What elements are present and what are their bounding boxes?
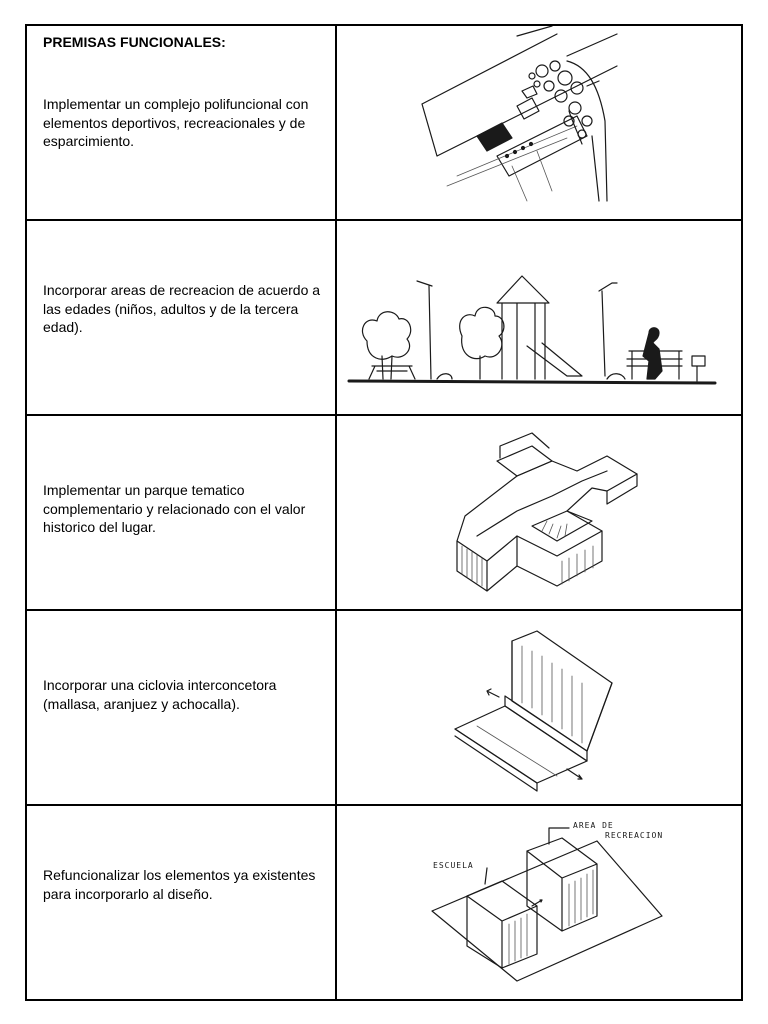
- text-cell: [26, 805, 336, 1000]
- sketch-cell: [336, 610, 742, 805]
- premise-text: Refuncionalizar los elementos ya existentes para incorporarlo al diseño.: [43, 867, 316, 902]
- table-row: [26, 415, 742, 610]
- park-elevation-sketch: [337, 221, 743, 412]
- premisas-table: [25, 24, 743, 1001]
- text-cell: [26, 610, 336, 805]
- table-row: [26, 220, 742, 415]
- site-plan-sketch: [337, 26, 743, 217]
- bike-path-sketch: [337, 611, 743, 802]
- recreacion-label: RECREACION: [605, 831, 664, 840]
- text-cell: [26, 25, 336, 220]
- sketch-cell: [336, 25, 742, 220]
- table-heading: PREMISAS FUNCIONALES:: [43, 34, 226, 50]
- text-cell: [26, 220, 336, 415]
- theme-park-axonometric-sketch: [337, 416, 743, 607]
- premise-text: Incorporar una ciclovia interconcetora (mallasa, aranjuez y achocalla).: [43, 677, 277, 712]
- sketch-cell: [336, 805, 742, 1000]
- premise-text: Implementar un complejo polifuncional con elementos deportivos, recreacionales y de esparcimiento.: [43, 96, 309, 149]
- sketch-cell: [336, 415, 742, 610]
- sketch-cell: [336, 220, 742, 415]
- premise-text: Incorporar areas de recreacion de acuerdo a las edades (niños, adultos y de la tercera edad).: [43, 282, 321, 335]
- table-row: [26, 610, 742, 805]
- area-label: AREA DE: [573, 821, 614, 830]
- premise-text: Implementar un parque tematico complementario y relacionado con el valor historico del lugar.: [43, 482, 306, 535]
- existing-elements-sketch: [337, 806, 743, 997]
- table-row: [26, 805, 742, 1000]
- table-row: [26, 25, 742, 220]
- text-cell: [26, 415, 336, 610]
- escuela-label: ESCUELA: [433, 861, 474, 870]
